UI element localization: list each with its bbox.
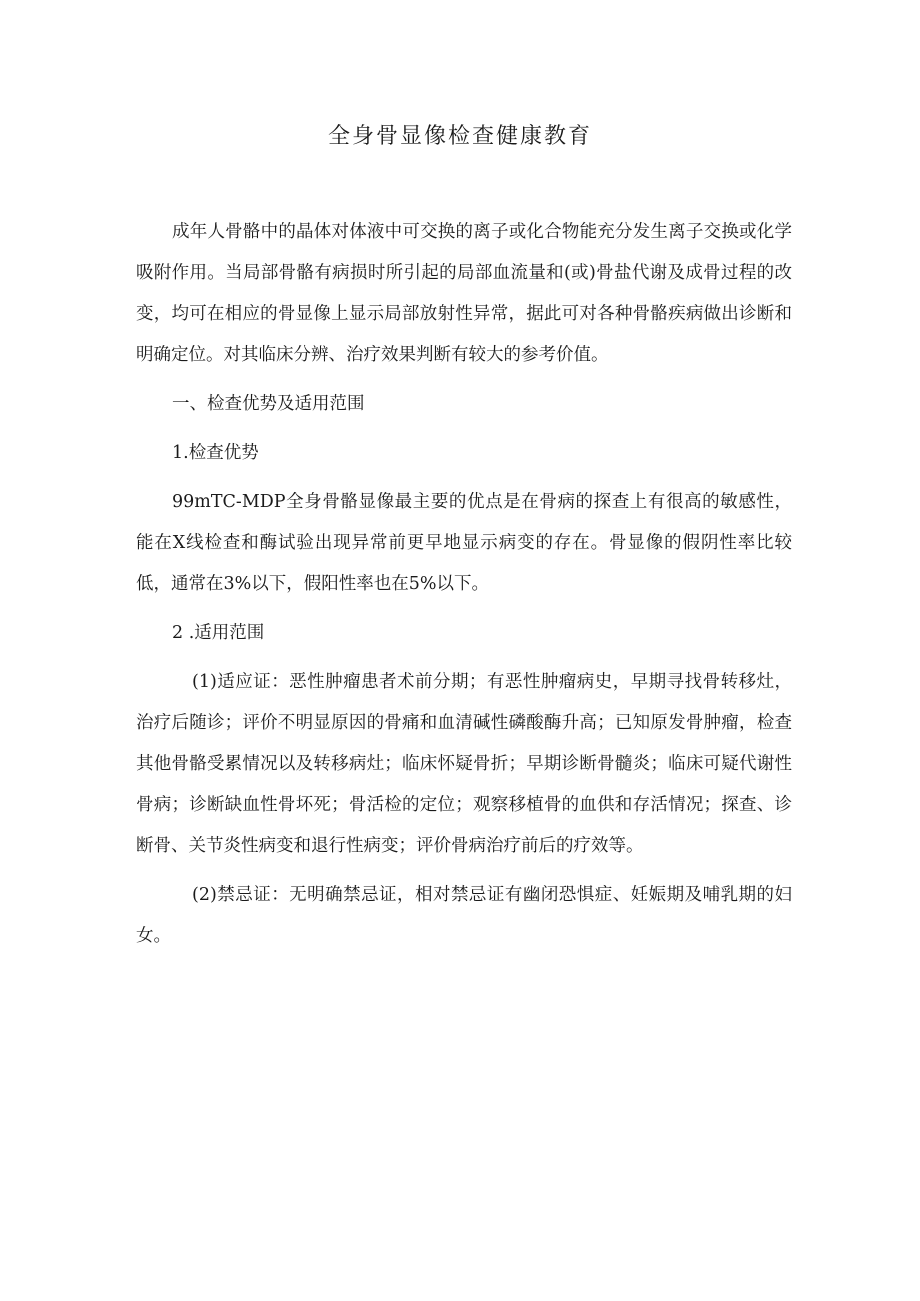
contraindications-paragraph: (2)禁忌证：无明确禁忌证，相对禁忌证有幽闭恐惧症、妊娠期及哺乳期的妇女。: [136, 885, 792, 946]
intro-paragraph: 成年人骨骼中的晶体对体液中可交换的离子或化合物能充分发生离子交换或化学吸附作用。当局部骨骼有病损时所引起的局部血流量和(或)骨盐代谢及成骨过程的改变，均可在相应的骨显像上显示局部放射性异常，据此可对各种骨骼疾病做出诊断和明确定位。对其临床分辨、治疗效果判断有较大的参考价值。: [136, 222, 792, 365]
subheading-advantages: 1.检查优势: [172, 443, 259, 463]
document-body: [136, 212, 792, 957]
indications-paragraph: (1)适应证：恶性肿瘤患者术前分期；有恶性肿瘤病史，早期寻找骨转移灶，治疗后随诊；评价不明显原因的骨痛和血清碱性磷酸酶升高；已知原发骨肿瘤，检查其他骨骼受累情况以及转移病灶；临床怀疑骨折；早期诊断骨髓炎；临床可疑代谢性骨病；诊断缺血性骨坏死；骨活检的定位；观察移植骨的血供和存活情况；探查、诊断骨、关节炎性病变和退行性病变；评价骨病治疗前后的疗效等。: [136, 672, 792, 856]
section-heading-1: 一、检查优势及适用范围: [172, 394, 365, 414]
document-title: 全身骨显像检查健康教育: [327, 124, 592, 149]
subheading-scope: 2 .适用范围: [172, 623, 265, 643]
advantages-paragraph: 99mTC-MDP全身骨骼显像最主要的优点是在骨病的探查上有很高的敏感性，能在X线检查和酶试验出现异常前更早地显示病变的存在。骨显像的假阴性率比较低，通常在3%以下，假阳性率也在5%以下。: [136, 492, 792, 594]
